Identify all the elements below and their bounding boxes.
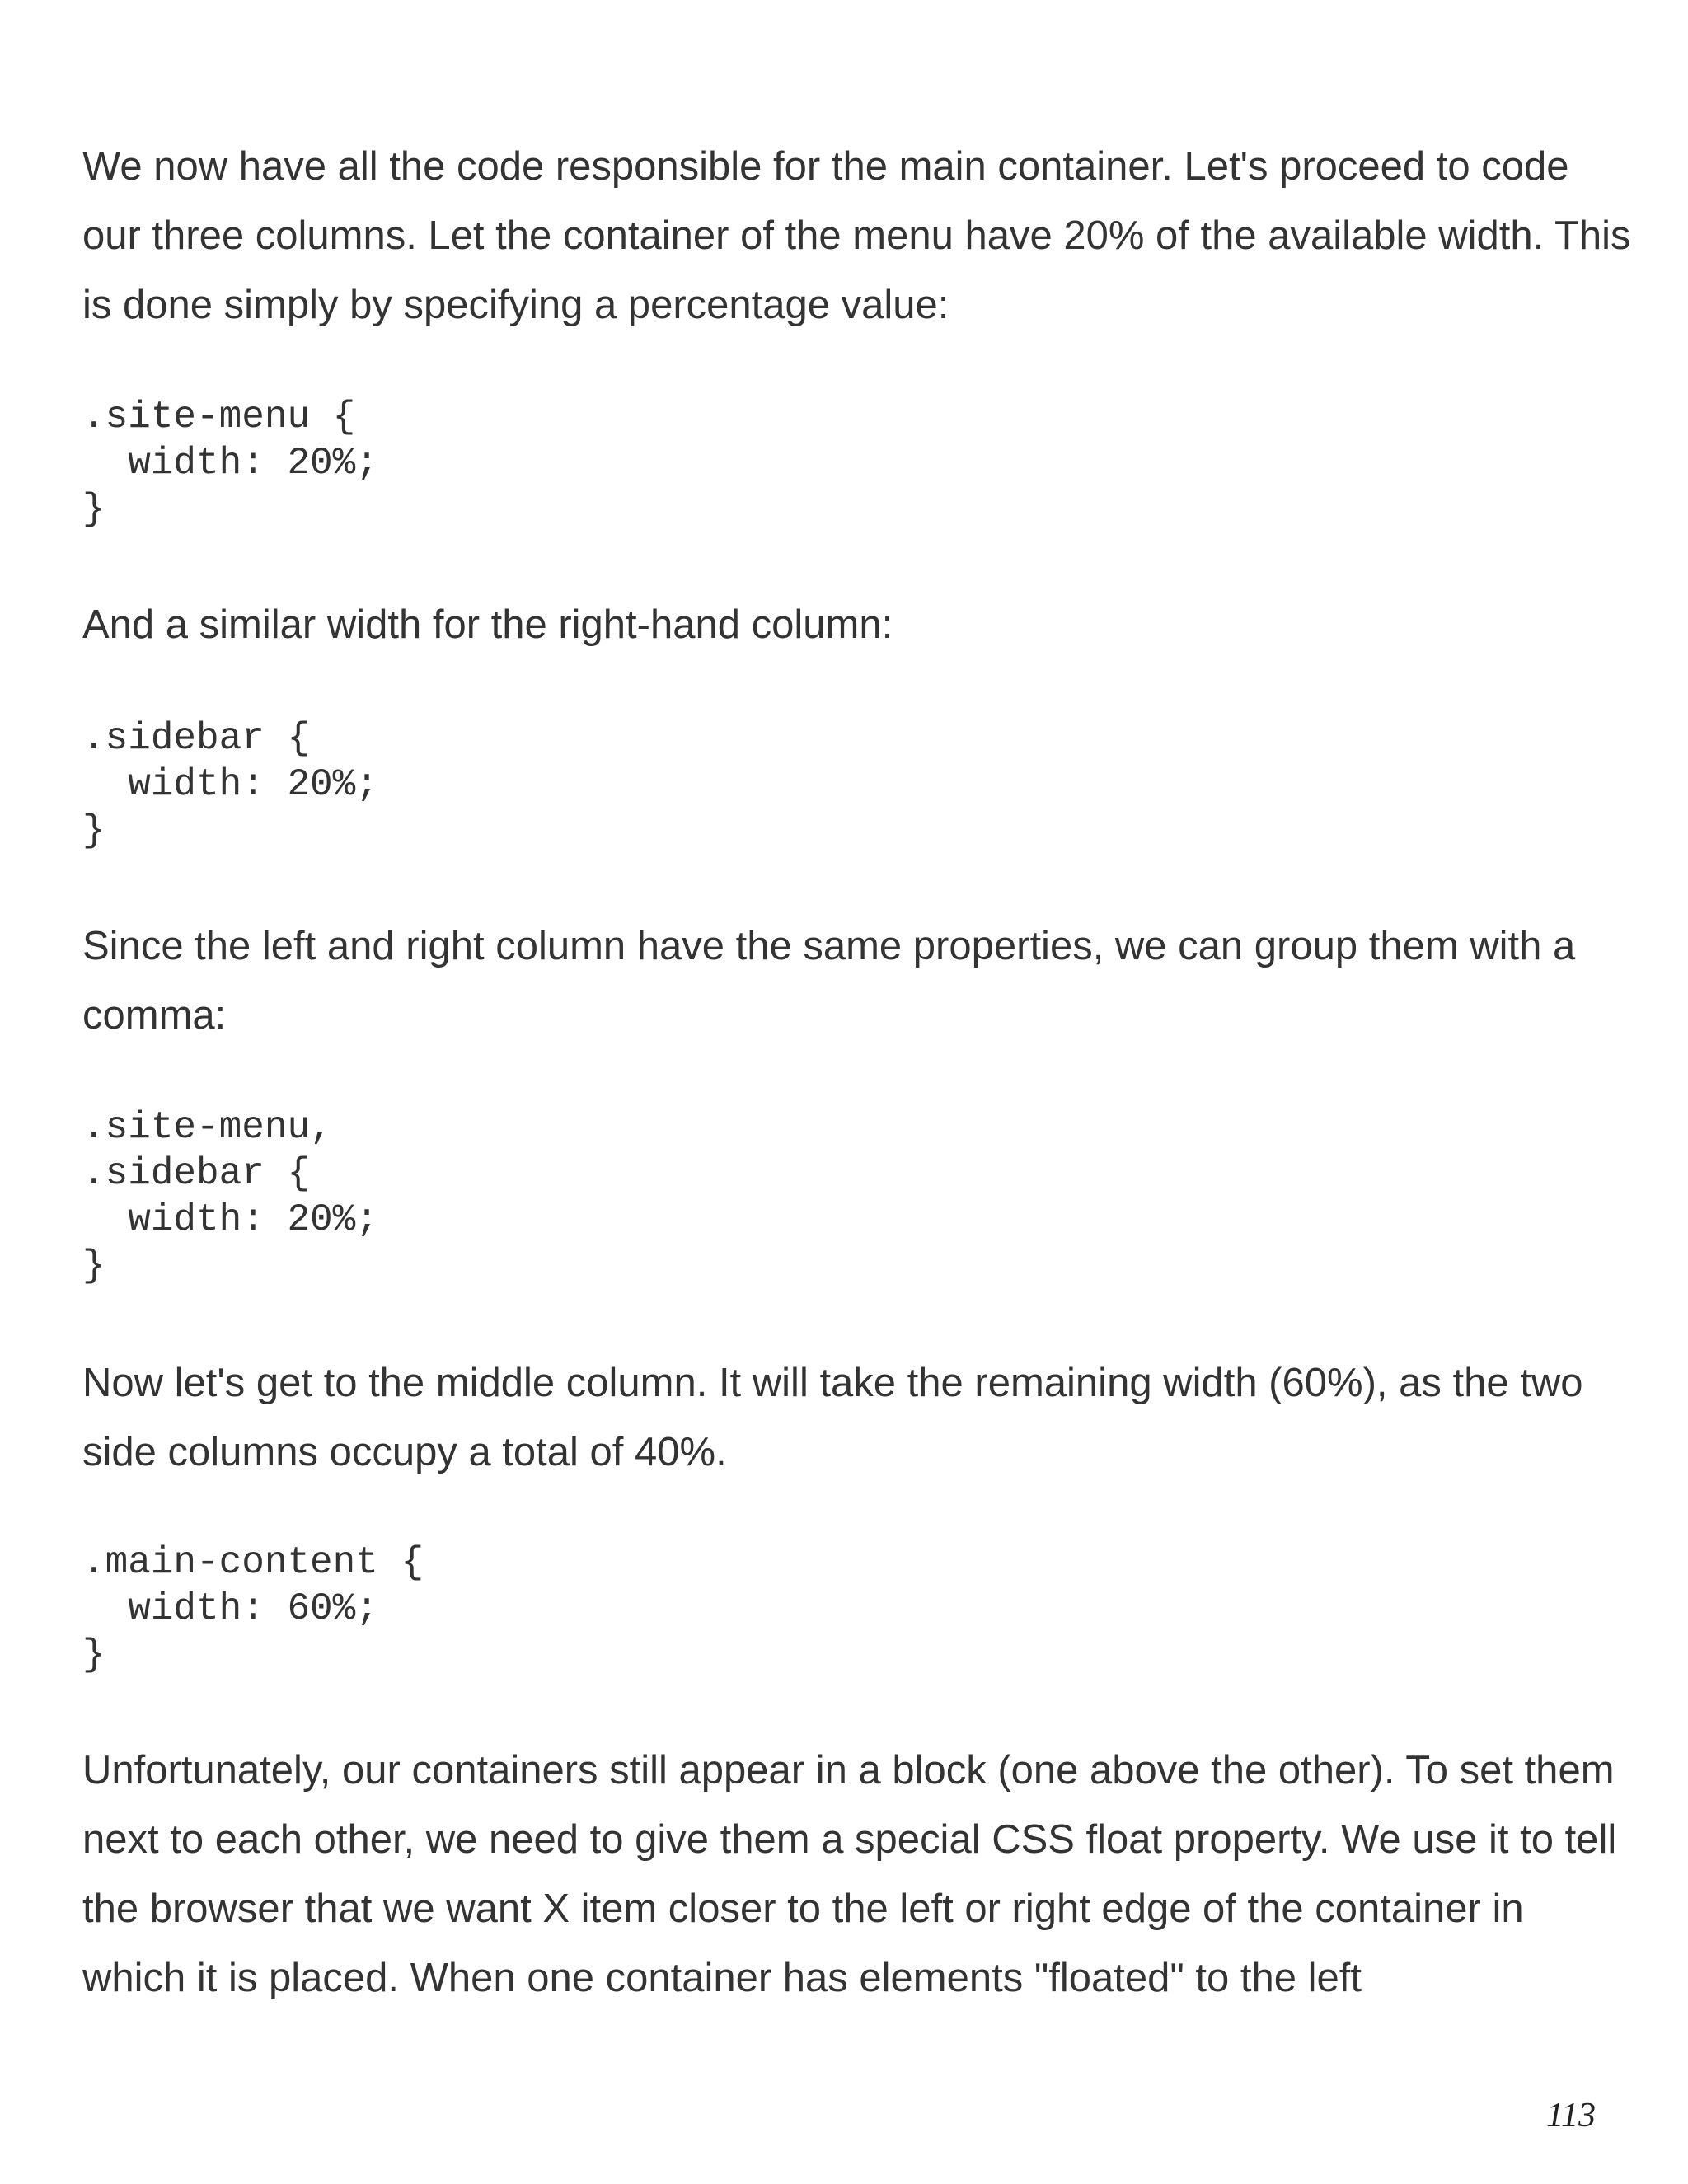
code-block-sidebar [82, 715, 378, 854]
paragraph-right-column: And a similar width for the right-hand column: [82, 602, 893, 647]
code-line: .sidebar { [82, 717, 311, 760]
code-line: .site-menu { [82, 396, 356, 438]
code-block-main-content [82, 1540, 424, 1678]
code-line: .main-content { [82, 1541, 424, 1584]
code-line: } [82, 488, 106, 531]
paragraph-group-selectors: Since the left and right column have the same properties, we can group them with a comma: [82, 924, 1576, 1038]
paragraph-float-explanation: Unfortunately, our containers still appear in a block (one above the other). To set them next to each other, we need to give them a special CSS float property. We use it to tell the browser that we want X item closer to the left or right edge of the container in which it is placed. When one container has elements "floated" to the left [82, 1748, 1617, 2000]
code-line: .site-menu, [82, 1106, 333, 1149]
page-number: 113 [1546, 2097, 1596, 2135]
code-line: } [82, 809, 106, 852]
code-line: width: 20%; [82, 442, 378, 485]
code-line: width: 60%; [82, 1587, 378, 1630]
code-line: width: 20%; [82, 1198, 378, 1241]
code-block-grouped [82, 1104, 378, 1289]
code-block-site-menu [82, 394, 378, 532]
code-line: } [82, 1633, 106, 1676]
code-line: .sidebar { [82, 1152, 311, 1195]
code-line: width: 20%; [82, 763, 378, 806]
paragraph-middle-column: Now let's get to the middle column. It will take the remaining width (60%), as the two side columns occupy a total of 40%. [82, 1361, 1583, 1474]
paragraph-intro-columns: We now have all the code responsible for the main container. Let's proceed to code our three columns. Let the container of the menu have 20% of the available width. This is done simply by specifying a percentage value: [82, 144, 1631, 327]
code-line: } [82, 1244, 106, 1287]
